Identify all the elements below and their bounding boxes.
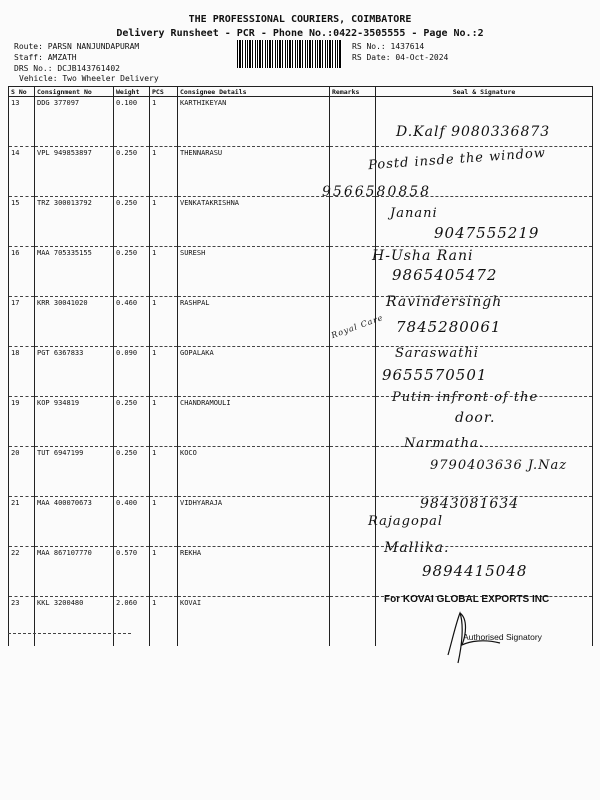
authorised-signatory: Authorised Signatory	[463, 632, 542, 642]
cell-pcs: 1	[150, 247, 178, 297]
handwriting-row-20a: Narmatha.	[404, 436, 484, 451]
runsheet-subtitle: Delivery Runsheet - PCR - Phone No.:0422-3505555 - Page No.:2	[116, 28, 484, 39]
cell-weight: 2.060	[114, 597, 150, 647]
cell-consignee: SURESH	[178, 247, 330, 297]
cell-sno: 20	[9, 447, 35, 497]
cell-remarks	[330, 247, 376, 297]
cell-sno: 17	[9, 297, 35, 347]
cell-consignee: CHANDRAMOULI	[178, 397, 330, 447]
cell-consignee: KOCO	[178, 447, 330, 497]
cell-consignment: TUT 6947199	[35, 447, 114, 497]
cell-weight: 0.250	[114, 147, 150, 197]
handwriting-row-13: D.Kalf 9080336873	[396, 124, 551, 140]
cell-remarks	[330, 597, 376, 647]
handwriting-row-22b: 9894415048	[422, 562, 528, 580]
handwriting-row-15a: Janani	[390, 206, 438, 221]
cell-consignment: TRZ 300013792	[35, 197, 114, 247]
cell-consignee: KOVAI	[178, 597, 330, 647]
table-header	[9, 87, 593, 97]
cell-consignment: MAA 867107770	[35, 547, 114, 597]
cell-consignee: VIDHYARAJA	[178, 497, 330, 547]
rs-date: RS Date: 04-Oct-2024	[352, 53, 449, 62]
cell-pcs: 1	[150, 597, 178, 647]
cell-consignment: PGT 6367833	[35, 347, 114, 397]
table-row	[9, 347, 593, 397]
col-consignee: Consignee Details	[178, 87, 330, 97]
cell-consignee: THENNARASU	[178, 147, 330, 197]
cell-sno: 14	[9, 147, 35, 197]
handwriting-row-22a: Mallika.	[384, 540, 450, 556]
handwriting-row-17a: Ravindersingh	[386, 294, 503, 310]
cell-sno: 21	[9, 497, 35, 547]
cell-consignment: KOP 934819	[35, 397, 114, 447]
barcode	[237, 40, 342, 68]
table-row	[9, 247, 593, 297]
cell-pcs: 1	[150, 447, 178, 497]
company-title: THE PROFESSIONAL COURIERS, COIMBATORE	[188, 14, 412, 25]
cell-remarks	[330, 397, 376, 447]
cell-weight: 0.250	[114, 247, 150, 297]
cell-consignment: VPL 949853897	[35, 147, 114, 197]
col-consignment: Consignment No	[35, 87, 114, 97]
col-sno: S No	[9, 87, 35, 97]
cell-weight: 0.460	[114, 297, 150, 347]
rs-number: RS No.: 1437614	[352, 42, 425, 51]
handwriting-row-19a: Putin infront of the	[392, 390, 539, 405]
cell-sno: 18	[9, 347, 35, 397]
cell-pcs: 1	[150, 197, 178, 247]
cell-weight: 0.250	[114, 197, 150, 247]
cell-consignment: KRR 30041020	[35, 297, 114, 347]
cell-consignee: REKHA	[178, 547, 330, 597]
cell-pcs: 1	[150, 397, 178, 447]
cell-remarks	[330, 447, 376, 497]
cell-sno: 22	[9, 547, 35, 597]
table-row	[9, 297, 593, 347]
cell-pcs: 1	[150, 497, 178, 547]
cell-sno: 16	[9, 247, 35, 297]
staff-label: Staff: AMZATH	[14, 53, 77, 62]
remark-royal-care: Royal Care	[330, 312, 385, 341]
cell-weight: 0.250	[114, 447, 150, 497]
cell-pcs: 1	[150, 547, 178, 597]
cell-consignee: VENKATAKRISHNA	[178, 197, 330, 247]
handwriting-row-14b: 9566580858	[322, 184, 432, 200]
col-remarks: Remarks	[330, 87, 376, 97]
cell-consignment: MAA 400070673	[35, 497, 114, 547]
col-pcs: PCS	[150, 87, 178, 97]
col-seal: Seal & Signature	[376, 87, 593, 97]
cell-sno: 13	[9, 97, 35, 147]
cell-weight: 0.090	[114, 347, 150, 397]
cell-consignment: KKL 3200480	[35, 597, 114, 647]
cell-remarks	[330, 97, 376, 147]
route-label: Route: PARSN NANJUNDAPURAM	[14, 42, 140, 51]
handwriting-row-15b: 9047555219	[434, 224, 540, 242]
handwriting-row-14a: Postd insde the window	[367, 145, 547, 174]
handwriting-row-16b: 9865405472	[392, 266, 498, 284]
handwriting-row-20b: 9790403636 J.Naz	[430, 458, 568, 473]
cell-remarks	[330, 547, 376, 597]
handwriting-row-19b: door.	[455, 410, 496, 426]
handwriting-row-21a: 9843081634	[420, 496, 520, 512]
cell-pcs: 1	[150, 97, 178, 147]
cell-pcs: 1	[150, 147, 178, 197]
cell-sno: 19	[9, 397, 35, 447]
cell-remarks	[330, 197, 376, 247]
handwriting-row-21b: Rajagopal	[368, 514, 443, 529]
handwriting-row-18a: Saraswathi	[395, 346, 479, 361]
cell-weight: 0.570	[114, 547, 150, 597]
cell-sno: 15	[9, 197, 35, 247]
cell-consignee: GOPALAKA	[178, 347, 330, 397]
table-end-line	[8, 633, 131, 634]
stamp-company: For KOVAI GLOBAL EXPORTS INC	[384, 594, 550, 605]
cell-weight: 0.250	[114, 397, 150, 447]
cell-consignment: DDG 377097	[35, 97, 114, 147]
cell-sno: 23	[9, 597, 35, 647]
cell-pcs: 1	[150, 297, 178, 347]
handwriting-row-17b: 7845280061	[396, 318, 502, 336]
vehicle-label: Vehicle: Two Wheeler Delivery	[19, 74, 159, 83]
cell-weight: 0.400	[114, 497, 150, 547]
drs-number: DRS No.: DCJB143761402	[14, 64, 120, 73]
handwriting-row-16a: H-Usha Rani	[372, 248, 474, 264]
cell-remarks	[330, 347, 376, 397]
handwriting-row-18b: 9655570501	[382, 366, 488, 384]
cell-weight: 0.100	[114, 97, 150, 147]
cell-consignee: KARTHIKEYAN	[178, 97, 330, 147]
cell-consignment: MAA 705335155	[35, 247, 114, 297]
col-weight: Weight	[114, 87, 150, 97]
cell-consignee: RASHPAL	[178, 297, 330, 347]
cell-pcs: 1	[150, 347, 178, 397]
